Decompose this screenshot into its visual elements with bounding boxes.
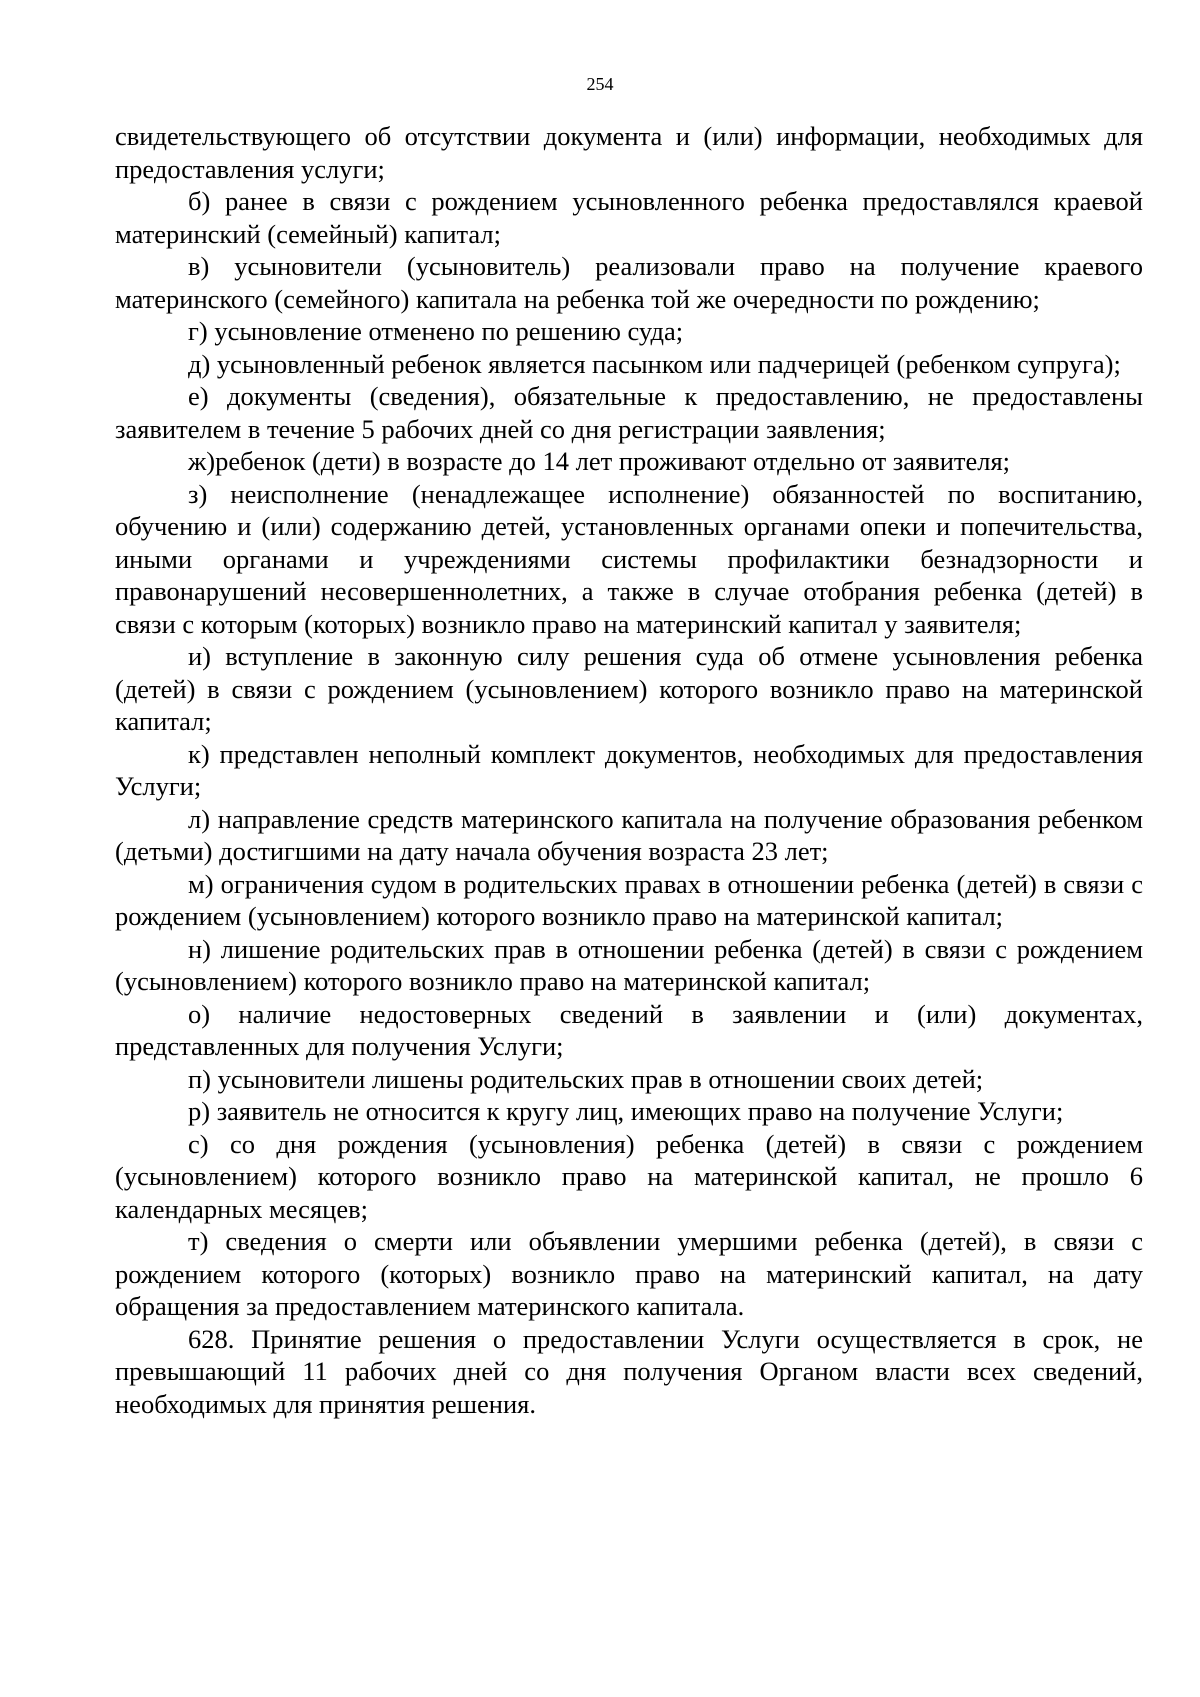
- document-body: [115, 120, 1143, 1420]
- list-item-zh: ж)ребенок (дети) в возрасте до 14 лет проживают отдельно от заявителя;: [188, 446, 1011, 476]
- paragraph-628: 628. Принятие решения о предоставлении Услуги осуществляется в срок, не превышающий 11 рабочих дней со дня получения Органом власти всех сведений, необходимых для принятия решения.: [115, 1323, 1143, 1419]
- paragraph-continuation: свидетельствующего об отсутствии документа и (или) информации, необходимых для предоставления услуги;: [115, 121, 1143, 184]
- list-item-s: с) со дня рождения (усыновления) ребенка (детей) в связи с рождением (усыновлением) которого возникло право на материнской капитал, не прошло 6 календарных месяцев;: [115, 1128, 1143, 1224]
- list-item-l: л) направление средств материнского капитала на получение образования ребенком (детьми) достигшими на дату начала обучения возраста 23 лет;: [115, 803, 1143, 866]
- list-item-i: и) вступление в законную силу решения суда об отмене усыновления ребенка (детей) в связи с рождением (усыновлением) которого возникло право на материнской капитал;: [115, 641, 1143, 736]
- list-item-m: м) ограничения судом в родительских правах в отношении ребенка (детей) в связи с рождением (усыновлением) которого возникло право на материнской капитал;: [115, 868, 1143, 931]
- list-item-e: е) документы (сведения), обязательные к предоставлению, не предоставлены заявителем в течение 5 рабочих дней со дня регистрации заявления;: [115, 381, 1143, 444]
- list-item-p: п) усыновители лишены родительских прав в отношении своих детей;: [188, 1063, 984, 1094]
- list-item-b: б) ранее в связи с рождением усыновленного ребенка предоставлялся краевой материнский (семейный) капитал;: [115, 186, 1143, 249]
- list-item-g: г) усыновление отменено по решению суда;: [188, 316, 684, 346]
- page-number: 254: [586, 74, 614, 94]
- list-item-o: о) наличие недостоверных сведений в заявлении и (или) документах, представленных для получения Услуги;: [115, 998, 1143, 1061]
- list-item-d: д) усыновленный ребенок является пасынком или падчерицей (ребенком супруга);: [188, 348, 1121, 379]
- list-item-v: в) усыновители (усыновитель) реализовали право на получение краевого материнского (семейного) капитала на ребенка той же очередности по рождению;: [115, 251, 1143, 314]
- list-item-t: т) сведения о смерти или объявлении умершими ребенка (детей), в связи с рождением которого (которых) возникло право на материнский капитал, на дату обращения за предоставлением материнского капитала.: [115, 1226, 1143, 1321]
- list-item-k: к) представлен неполный комплект документов, необходимых для предоставления Услуги;: [115, 738, 1143, 801]
- list-item-z: з) неисполнение (ненадлежащее исполнение) обязанностей по воспитанию, обучению и (или) содержанию детей, установленных органами опеки и попечительства, иными органами и учреждениями системы профилактики безнадзорности и правонарушений несовершеннолетних, а также в случае отобрания ребенка (детей) в связи с которым (которых) возникло право на материнский капитал у заявителя;: [115, 478, 1143, 639]
- list-item-r: р) заявитель не относится к кругу лиц, имеющих право на получение Услуги;: [188, 1096, 1064, 1126]
- list-item-n: н) лишение родительских прав в отношении ребенка (детей) в связи с рождением (усыновлением) которого возникло право на материнской капитал;: [115, 933, 1143, 996]
